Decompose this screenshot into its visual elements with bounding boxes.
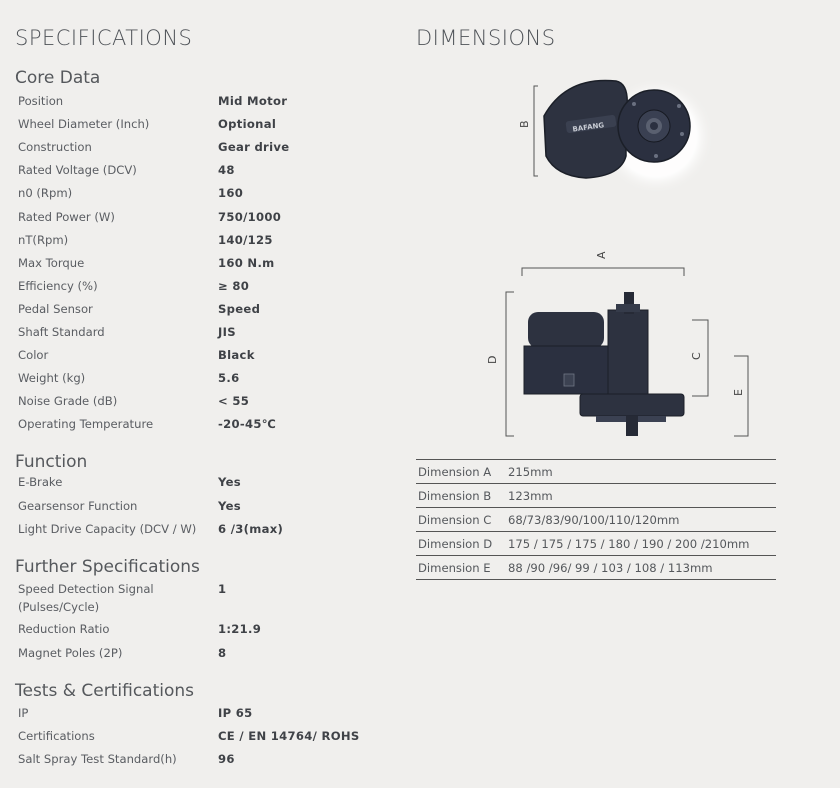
spec-row bbox=[15, 393, 249, 409]
tests-section bbox=[15, 681, 395, 766]
spec-label: Operating Temperature bbox=[18, 417, 154, 432]
spec-value: CE / EN 14764/ ROHS bbox=[218, 729, 360, 743]
spec-label: Efficiency (%) bbox=[18, 278, 98, 293]
motor-front-view-drawing bbox=[416, 248, 776, 458]
dimension-value: 88 /90 /96/ 99 / 103 / 108 / 113mm bbox=[508, 556, 776, 580]
tests-heading: Tests & Certifications bbox=[15, 681, 194, 701]
spec-row bbox=[15, 185, 243, 201]
motor-side-view-drawing bbox=[416, 56, 776, 231]
spec-row bbox=[15, 521, 283, 537]
dimension-row bbox=[416, 484, 776, 508]
spec-label: Color bbox=[18, 348, 49, 363]
function-heading: Function bbox=[15, 452, 88, 472]
spec-label: Gearsensor Function bbox=[18, 498, 138, 513]
dimension-row bbox=[416, 556, 776, 580]
speed-detection-label-line2: (Pulses/Cycle) bbox=[18, 600, 100, 614]
spec-value: 8 bbox=[218, 646, 227, 660]
spec-value: IP 65 bbox=[218, 706, 253, 720]
spec-label: Wheel Diameter (Inch) bbox=[18, 117, 150, 132]
dimension-label: Dimension C bbox=[416, 508, 508, 532]
spec-label: Rated Power (W) bbox=[18, 209, 115, 224]
spec-row bbox=[15, 232, 273, 248]
spec-value: 160 N.m bbox=[218, 255, 275, 270]
spec-row bbox=[15, 324, 236, 340]
core-data-heading: Core Data bbox=[15, 68, 101, 88]
specifications-section bbox=[15, 26, 395, 766]
dimension-c-marker: C bbox=[690, 352, 703, 360]
spec-value: 160 bbox=[218, 186, 244, 201]
spec-label: Rated Voltage (DCV) bbox=[18, 163, 137, 178]
spec-label: Noise Grade (dB) bbox=[18, 394, 118, 409]
spec-value: ≥ 80 bbox=[218, 278, 250, 293]
spec-label: IP bbox=[18, 706, 29, 720]
spec-label: Magnet Poles (2P) bbox=[18, 646, 123, 660]
spec-value: Black bbox=[218, 348, 255, 363]
speed-detection-value: 1 bbox=[218, 582, 227, 596]
spec-row bbox=[15, 139, 289, 155]
spec-value: 750/1000 bbox=[218, 209, 282, 224]
further-specifications-heading: Further Specifications bbox=[15, 557, 200, 577]
dimension-row bbox=[416, 460, 776, 484]
spec-value: Yes bbox=[218, 498, 241, 513]
dimension-a-marker: A bbox=[595, 251, 608, 259]
spec-value: Mid Motor bbox=[218, 94, 288, 108]
dimension-label: Dimension A bbox=[416, 460, 508, 484]
specifications-title: SPECIFICATIONS bbox=[15, 26, 193, 50]
spec-value: 96 bbox=[218, 752, 235, 766]
speed-detection-label-line1: Speed Detection Signal bbox=[18, 582, 154, 596]
spec-value: Speed bbox=[218, 301, 261, 316]
spec-label: Pedal Sensor bbox=[18, 301, 93, 316]
dimension-e-marker: E bbox=[732, 389, 745, 396]
spec-label: Weight (kg) bbox=[18, 371, 86, 386]
dimension-d-marker: D bbox=[486, 355, 499, 364]
spec-label: nT(Rpm) bbox=[18, 232, 69, 247]
spec-row bbox=[15, 301, 260, 317]
spec-label: E-Brake bbox=[18, 475, 63, 489]
dimensions-table bbox=[416, 459, 776, 580]
spec-value: Yes bbox=[218, 475, 241, 489]
spec-value: -20-45℃ bbox=[218, 417, 277, 432]
dimension-label: Dimension B bbox=[416, 484, 508, 508]
spec-label: Max Torque bbox=[18, 255, 85, 270]
spec-label: Construction bbox=[18, 140, 92, 155]
dimensions-section bbox=[416, 26, 778, 575]
spec-row bbox=[15, 751, 235, 767]
spec-row bbox=[15, 416, 276, 432]
spec-row bbox=[15, 255, 275, 271]
dimension-b-marker: B bbox=[518, 120, 531, 128]
spec-value: 48 bbox=[218, 163, 235, 178]
spec-row bbox=[15, 209, 281, 225]
dimension-value: 123mm bbox=[508, 484, 776, 508]
spec-row bbox=[15, 728, 360, 744]
spec-label: Salt Spray Test Standard(h) bbox=[18, 752, 177, 766]
spec-value: 6 /3(max) bbox=[218, 522, 284, 536]
spec-label: Position bbox=[18, 94, 64, 108]
speed-detection-label bbox=[15, 581, 218, 615]
dimensions-title: DIMENSIONS bbox=[416, 26, 556, 50]
spec-row bbox=[15, 370, 239, 386]
spec-label: Light Drive Capacity (DCV / W) bbox=[18, 522, 197, 536]
dimension-value: 215mm bbox=[508, 460, 776, 484]
spec-row bbox=[15, 645, 226, 661]
spec-value: 5.6 bbox=[218, 371, 240, 386]
spec-value: Optional bbox=[218, 117, 277, 132]
dimension-value: 175 / 175 / 175 / 180 / 190 / 200 /210mm bbox=[508, 532, 776, 556]
spec-label: Shaft Standard bbox=[18, 325, 105, 339]
spec-label: Reduction Ratio bbox=[18, 622, 110, 636]
spec-row bbox=[15, 498, 241, 514]
spec-value: 1:21.9 bbox=[218, 622, 262, 636]
spec-row bbox=[15, 474, 241, 490]
speed-detection-row bbox=[15, 581, 395, 615]
dimension-row bbox=[416, 532, 776, 556]
spec-row bbox=[15, 162, 235, 178]
spec-row bbox=[15, 278, 249, 294]
spec-value: < 55 bbox=[218, 394, 250, 409]
spec-row bbox=[15, 93, 287, 109]
spec-value: 140/125 bbox=[218, 232, 273, 247]
spec-value: Gear drive bbox=[218, 140, 290, 155]
spec-label: Certifications bbox=[18, 729, 95, 743]
spec-row bbox=[15, 621, 261, 637]
spec-row bbox=[15, 347, 255, 363]
bafang-logo: BAFANG bbox=[572, 121, 605, 134]
function-section bbox=[15, 452, 395, 536]
spec-row bbox=[15, 705, 252, 721]
further-specifications-section bbox=[15, 557, 395, 660]
dimension-row bbox=[416, 508, 776, 532]
spec-row bbox=[15, 116, 276, 132]
dimension-label: Dimension D bbox=[416, 532, 508, 556]
dimension-value: 68/73/83/90/100/110/120mm bbox=[508, 508, 776, 532]
spec-label: n0 (Rpm) bbox=[18, 186, 73, 201]
spec-value: JIS bbox=[218, 325, 236, 339]
dimension-label: Dimension E bbox=[416, 556, 508, 580]
core-data-section bbox=[15, 68, 395, 432]
